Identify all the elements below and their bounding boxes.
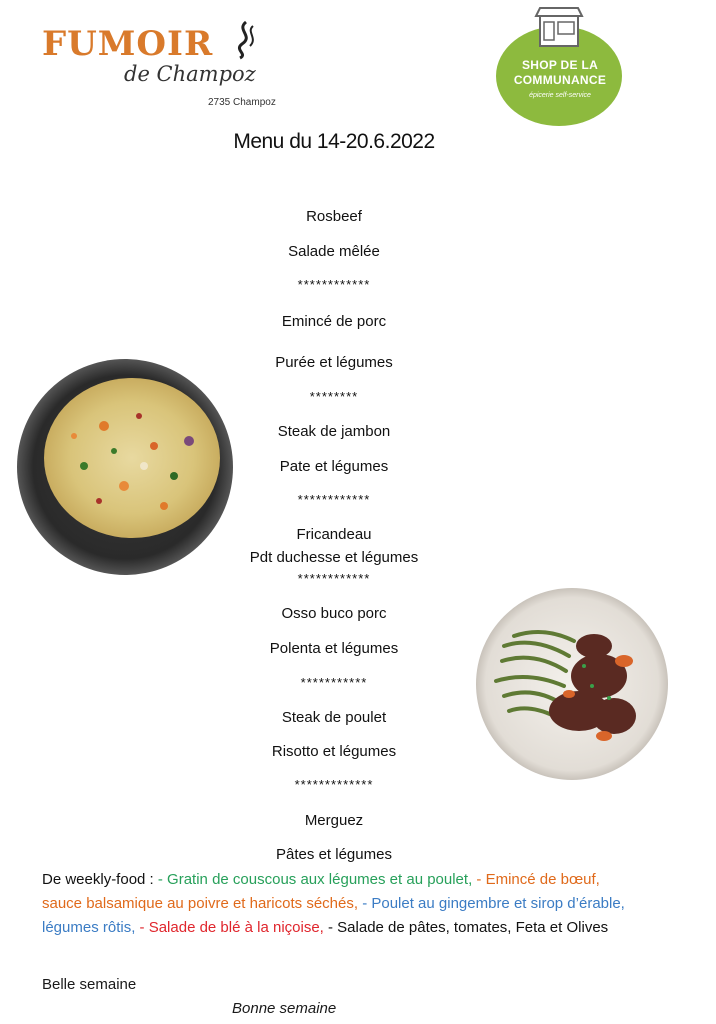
closing-belle: Belle semaine bbox=[42, 976, 137, 993]
menu-item: Pâtes et légumes bbox=[276, 846, 392, 863]
menu-item: Merguez bbox=[304, 812, 364, 829]
weekly-food-paragraph bbox=[42, 868, 632, 940]
shop-front-icon bbox=[534, 6, 584, 48]
menu-item: Salade mêlée bbox=[288, 243, 380, 260]
address: 2735 Champoz bbox=[208, 97, 276, 108]
shop-name-line2: COMMUNANCE bbox=[513, 73, 607, 87]
menu-item: Polenta et légumes bbox=[269, 640, 399, 657]
weekly-item: - Salade de pâtes, tomates, Feta et Olives bbox=[328, 919, 609, 936]
menu-item: Fricandeau bbox=[296, 526, 372, 543]
shop-tagline: épicerie self-service bbox=[529, 92, 591, 99]
weekly-item: - Poulet au gingembre et sirop d’érable, légumes rôtis, bbox=[42, 895, 625, 936]
menu-item: Steak de jambon bbox=[277, 423, 391, 440]
closing-bonne: Bonne semaine bbox=[232, 1000, 337, 1017]
fumoir-logo bbox=[40, 18, 270, 98]
menu-separator: ************ bbox=[297, 277, 371, 292]
menu-item: Purée et légumes bbox=[275, 354, 393, 371]
menu-separator: ************ bbox=[297, 492, 371, 507]
shop-name-line1: SHOP DE LA bbox=[521, 58, 599, 72]
menu-item: Emincé de porc bbox=[281, 313, 387, 330]
brand-subtitle: de Champoz bbox=[124, 62, 256, 86]
menu-separator: *********** bbox=[300, 675, 368, 690]
beef-plate-photo bbox=[474, 586, 670, 782]
weekly-item: - Salade de blé à la niçoise, bbox=[139, 919, 324, 936]
menu-item: Steak de poulet bbox=[281, 709, 387, 726]
menu-item: Osso buco porc bbox=[281, 605, 387, 622]
weekly-item: - Emincé de bœuf, sauce balsamique au poivre et haricots séchés, bbox=[42, 871, 600, 912]
menu-item: Risotto et légumes bbox=[271, 743, 397, 760]
menu-item: Rosbeef bbox=[306, 208, 362, 225]
menu-separator: ************* bbox=[294, 777, 374, 792]
weekly-item: - Gratin de couscous aux légumes et au poulet, bbox=[157, 871, 473, 888]
menu-separator: ************ bbox=[297, 571, 371, 586]
menu-item: Pdt duchesse et légumes bbox=[249, 549, 419, 566]
couscous-bowl-photo bbox=[14, 356, 236, 578]
brand-name: FUMOIR bbox=[42, 24, 214, 64]
smoke-icon bbox=[228, 20, 258, 60]
weekly-intro: De weekly-food : bbox=[42, 871, 158, 888]
shop-logo bbox=[494, 6, 626, 128]
page-title: Menu du 14-20.6.2022 bbox=[233, 130, 435, 153]
menu-item: Pate et légumes bbox=[279, 458, 389, 475]
menu-separator: ******** bbox=[309, 389, 359, 404]
